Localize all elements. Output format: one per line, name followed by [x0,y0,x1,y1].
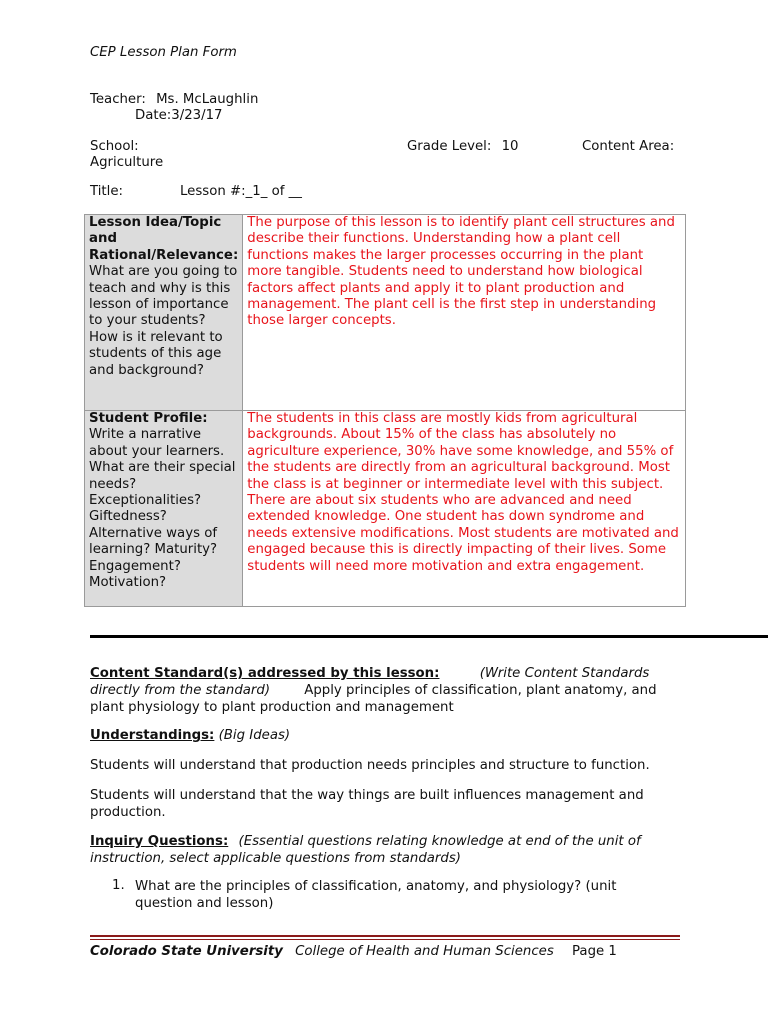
understanding-item-2: Students will understand that the way things are built influences management and production. [90,788,644,820]
content-standards-text: Apply principles of classification, plant anatomy, and plant physiology to plant production and management [90,683,657,715]
footer-college: College of Health and Human Sciences [295,944,554,959]
understandings-heading-line [90,727,690,744]
inquiry-heading: Inquiry Questions: [90,834,229,849]
content-standards-section [90,665,690,716]
footer [90,944,617,959]
title-label: Title: [90,184,123,199]
content-area-value: Agriculture [90,155,164,170]
date-text: Date:3/23/17 [135,108,223,123]
understanding-item-1: Students will understand that production needs principles and structure to function. [90,758,650,773]
footer-rule-thin [90,939,680,940]
inquiry-section [90,833,690,867]
inquiry-hint: (Essential questions relating knowledge at end of the unit of instruction, select applicable questions from standards) [90,834,641,866]
grade-value: 10 [501,139,519,154]
footer-page: Page 1 [572,944,617,959]
content-standards-heading: Content Standard(s) addressed by this lesson: [90,666,440,681]
teacher-label: Teacher: [90,92,146,107]
lesson-idea-label-text: What are you going to teach and why is this lesson of importance to your students? How is it relevant to students of this age and background? [89,264,238,378]
grade-level [407,139,519,154]
teacher-line [90,92,258,107]
form-title: CEP Lesson Plan Form [90,45,237,60]
content-standards-hint: (Write Content Standards directly from the standard) [90,666,650,698]
lesson-idea-label-bold: Lesson Idea/Topic and Rational/Relevance: [89,215,239,263]
school-label: School: [90,139,139,154]
inquiry-q1-number: 1. [112,878,125,893]
table-row-lesson-idea [85,215,686,411]
content-area-label: Content Area: [582,139,675,154]
table-row-student-profile [85,411,686,607]
student-profile-label-bold: Student Profile: [89,411,208,426]
understandings-heading: Understandings: [90,728,215,743]
lesson-idea-value: The purpose of this lesson is to identify plant cell structures and describe their functions. Understanding how a plant cell functions makes the larger processes occurring in the plant more tangible. Students need to understand how biological factors affect plants and apply it to plant production and management. The plant cell is the first step in understanding those larger concepts. [243,215,686,411]
footer-university: Colorado State University [90,944,283,959]
student-profile-label-text: Write a narrative about your learners. What are their special needs? Exceptionalities? Giftedness? Alternative ways of learning? Maturity? Engagement? Motivation? [89,427,236,591]
section-divider [90,635,768,638]
teacher-name: Ms. McLaughlin [156,92,259,107]
student-profile-label-cell [85,411,243,607]
grade-label: Grade Level: [407,139,492,154]
understandings-hint: (Big Ideas) [218,728,291,743]
lesson-idea-label-cell [85,215,243,411]
lesson-plan-table [84,214,686,607]
lesson-number: Lesson #:_1_ of __ [180,184,302,199]
footer-rule-thick [90,935,680,937]
student-profile-value: The students in this class are mostly kids from agricultural backgrounds. About 15% of the class has absolutely no agriculture experience, 30% have some knowledge, and 55% of the students are directly from an agricultural background. Most the class is at beginner or intermediate level with this subject. There are about six students who are advanced and need extended knowledge. One student has down syndrome and needs extensive modifications. Most students are motivated and engaged because this is directly impacting of their lives. Some students will need more motivation and extra engagement. [243,411,686,607]
inquiry-q1-text: What are the principles of classification, anatomy, and physiology? (unit question and lesson) [135,879,617,911]
